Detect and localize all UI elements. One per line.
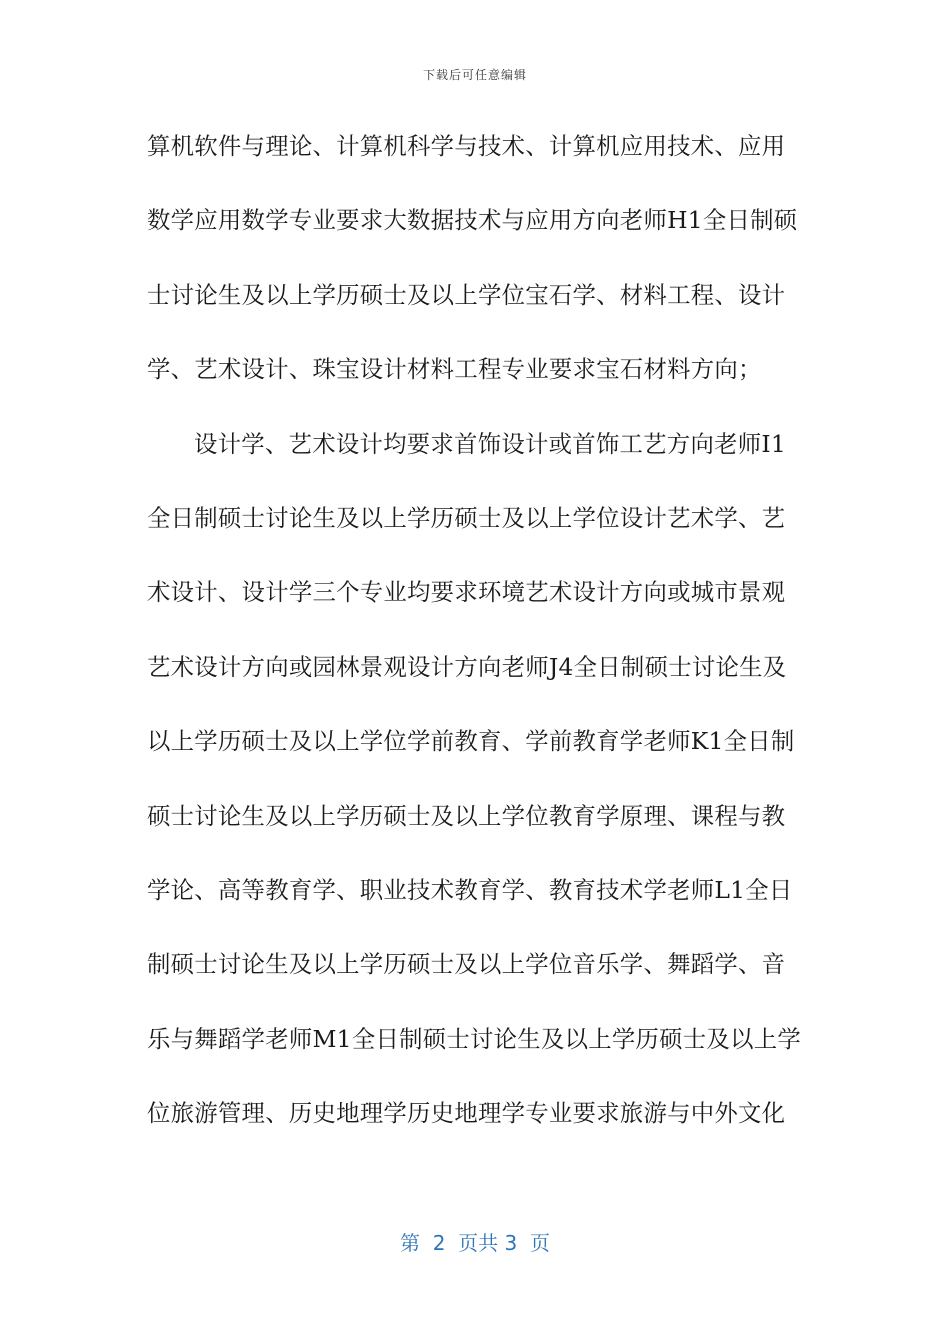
text-line: 制硕士讨论生及以上学历硕士及以上学位音乐学、舞蹈学、音 — [147, 950, 786, 979]
text-line-paragraph-start: 设计学、艺术设计均要求首饰设计或首饰工艺方向老师I1 — [194, 429, 786, 458]
text-line: 乐与舞蹈学老师M1全日制硕士讨论生及以上学历硕士及以上学 — [147, 1024, 801, 1053]
text-line: 以上学历硕士及以上学位学前教育、学前教育学老师K1全日制 — [147, 727, 795, 756]
page-header: 下载后可任意编辑 — [422, 68, 527, 82]
text-line: 学、艺术设计、珠宝设计材料工程专业要求宝石材料方向； — [147, 355, 762, 384]
text-line: 算机软件与理论、计算机科学与技术、计算机应用技术、应用 — [147, 132, 786, 160]
text-line: 艺术设计方向或园林景观设计方向老师J4全日制硕士讨论生及 — [147, 652, 787, 681]
text-line: 术设计、设计学三个专业均要求环境艺术设计方向或城市景观 — [147, 578, 786, 607]
text-line: 全日制硕士讨论生及以上学历硕士及以上学位设计艺术学、艺 — [147, 503, 786, 532]
text-line: 位旅游管理、历史地理学历史地理学专业要求旅游与中外文化 — [147, 1099, 786, 1128]
document-body — [147, 128, 803, 1169]
page-number-footer: 第 2 页共 3 页 — [400, 1231, 550, 1255]
text-line: 硕士讨论生及以上学历硕士及以上学位教育学原理、课程与教 — [147, 801, 786, 830]
text-line: 学论、高等教育学、职业技术教育学、教育技术学老师L1全日 — [147, 875, 793, 904]
text-line: 士讨论生及以上学历硕士及以上学位宝石学、材料工程、设计 — [147, 280, 786, 309]
text-line: 数学应用数学专业要求大数据技术与应用方向老师H1全日制硕 — [147, 206, 798, 235]
